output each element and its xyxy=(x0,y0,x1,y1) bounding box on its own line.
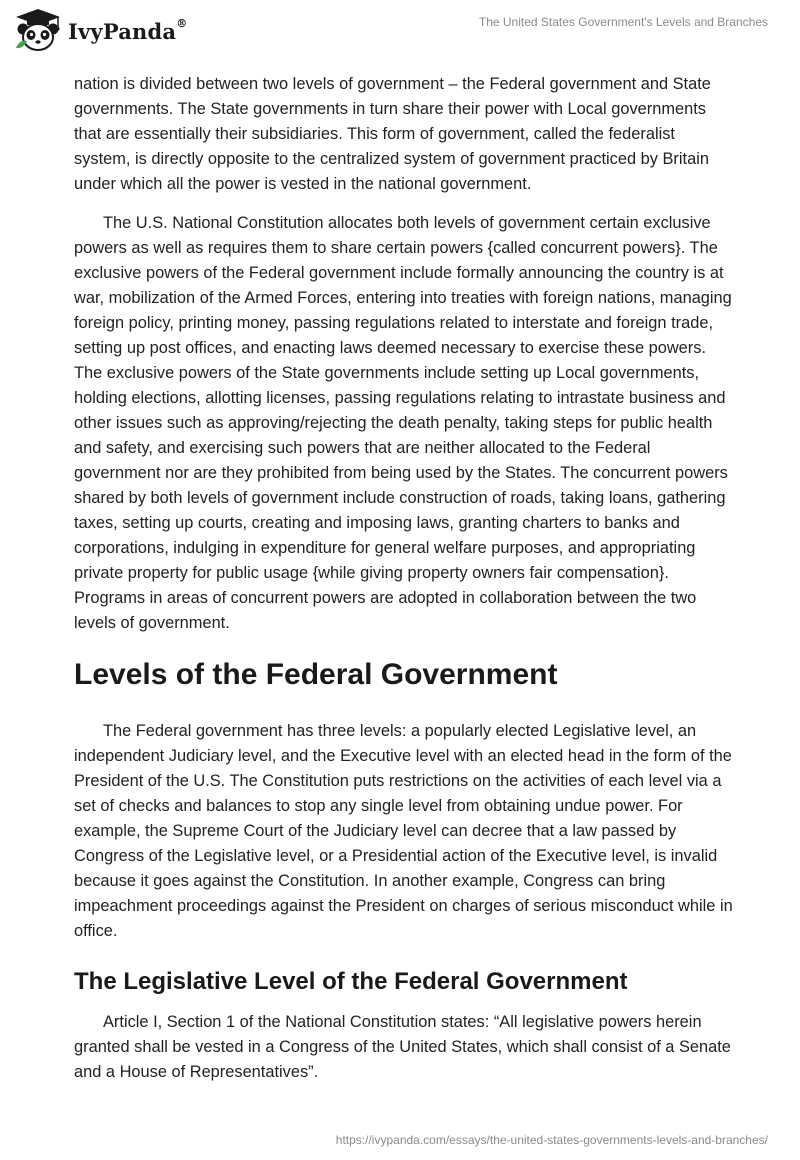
document-title: The United States Government's Levels and Branches xyxy=(478,15,768,29)
paragraph-three-levels: The Federal government has three levels: a popularly elected Legislative level, an independent Judiciary level, and the Executive level with an elected head in the form of the President of the U.S. The Constitution puts restrictions on the activities of each level via a set of checks and balances to stop any single level from obtaining undue power. For example, the Supreme Court of the Judiciary level can decree that a law passed by Congress of the Legislative level, or a Presidential action of the Executive level, is invalid because it goes against the Constitution. In another example, Congress can bring impeachment proceedings against the President on charges of serious misconduct while in office. xyxy=(74,722,733,940)
source-url-link[interactable]: https://ivypanda.com/essays/the-united-states-governments-levels-and-branches/ xyxy=(335,1133,768,1147)
site-logo[interactable] xyxy=(14,8,187,52)
paragraph-article-one: Article I, Section 1 of the National Constitution states: “All legislative powers herein granted shall be vested in a Congress of the United States, which shall consist of a Senate and a House of Representatives”. xyxy=(74,1013,731,1081)
logo-wordmark: IvyPanda® xyxy=(68,16,188,44)
panda-logo-icon xyxy=(14,8,62,52)
paragraph-powers: The U.S. National Constitution allocates both levels of government certain exclusive powers as well as requires them to share certain powers {called concurrent powers}. The exclusive powers of the Federal government include formally announcing the country is at war, mobilization of the Armed Forces, entering into treaties with foreign nations, managing foreign policy, printing money, passing regulations related to interstate and foreign trade, setting up post offices, and enacting laws deemed necessary to exercise these powers. The exclusive powers of the State governments include setting up Local governments, holding elections, allotting licenses, passing regulations relating to intrastate business and other issues such as approving/rejecting the death penalty, taking steps for public health and safety, and exercising such powers that are neither allocated to the Federal government nor are they prohibited from being used by the States. The concurrent powers shared by both levels of government include construction of roads, taking loans, gathering taxes, setting up courts, creating and imposing laws, granting charters to banks and corporations, indulging in expenditure for general welfare purposes, and appropriating private property for public usage {while giving property owners fair compensation}. Programs in areas of concurrent powers are adopted in collaboration between the two levels of government. xyxy=(74,214,732,632)
essay-body xyxy=(74,72,734,1099)
registered-mark: ® xyxy=(176,16,188,30)
paragraph-federalist-system: nation is divided between two levels of government – the Federal government and State governments. The State governments in turn share their power with Local governments that are essentially their subsidiaries. This form of government, called the federalist system, is directly opposite to the centralized system of government practiced by Britain under which all the power is vested in the national government. xyxy=(74,75,711,193)
heading-legislative-level: The Legislative Level of the Federal Government xyxy=(74,968,628,995)
heading-levels-of-federal-government: Levels of the Federal Government xyxy=(74,658,558,691)
page-header xyxy=(0,0,800,62)
